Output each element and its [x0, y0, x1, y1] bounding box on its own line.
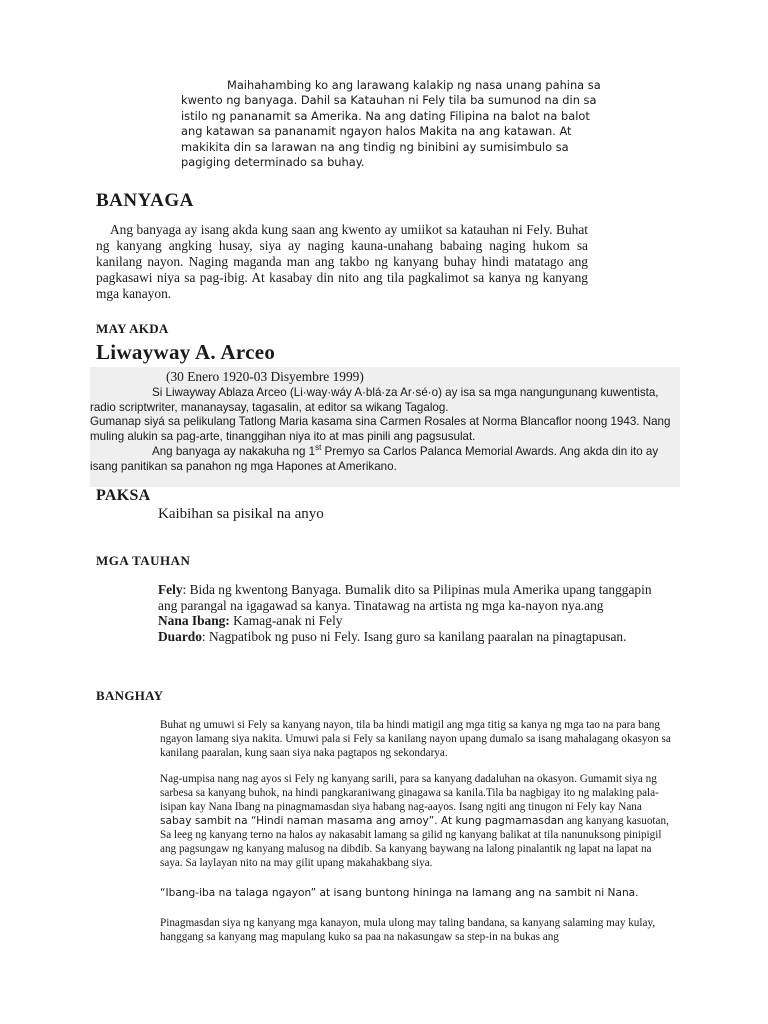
- character-item: [158, 629, 674, 645]
- plot-text: “Ibang-iba na talaga ngayon” at isang buntong hininga na lamang ang na sambit ni Nana.: [160, 887, 639, 899]
- character-separator: :: [201, 628, 209, 644]
- paksa-text: Kaibihan sa pisikal na anyo: [158, 506, 324, 522]
- characters-heading: MGA TAUHAN: [96, 553, 191, 568]
- author-bio-paragraph: Si Liwayway Ablaza Arceo (Li·way·wáy A·blá·za Ar·sé·o) ay isa sa mga nangungunang kuwentista, radio scriptwriter, mananaysay, tagasalin, at editor sa wikang Tagalog.: [90, 386, 659, 414]
- plot-text-part: Nag-umpisa nang nag ayos si Fely ng kanyang sarili, para sa kanyang dadaluhan na okasyon. Gumamit siya ng sarbesa sa kanyang buhok, na hindi pangkaraniwang ginagawa sa kanila.Tila ba nagbigay ito ng malaking pala-isipan kay Nana Ibang na pinagmamasdan siya habang nag-aayos. Isang ngiti ang tinugon ni Fely kay Nana: [160, 773, 659, 813]
- character-name: Nana Ibang:: [158, 613, 230, 629]
- plot-text: Buhat ng umuwi si Fely sa kanyang nayon, tila ba hindi matigil ang mga titig sa kanya ng mga tao na para bang ngayon lamang siya nakita. Umuwi pala si Fely sa kanilang nayon upang dumalo sa isang mahalagang okasyon sa kanilang paaralan, kung saan siya naka pagtapos ng sekondarya.: [160, 719, 671, 759]
- document-title: BANYAGA: [96, 190, 194, 211]
- paksa-heading: PAKSA: [96, 487, 151, 504]
- character-description: Bida ng kwentong Banyaga. Bumalik dito sa Pilipinas mula Amerika upang tanggapin ang parangal na igagawad sa kanya. Tinatawag na artista ng mga ka-nayon nya.ang: [158, 582, 652, 613]
- author-bio-paragraph: [90, 442, 674, 474]
- character-separator: :: [182, 582, 190, 597]
- characters-list: [158, 582, 674, 644]
- plot-quote: sabay sambit na “Hindi naman masama ang amoy”. At kung pagmamasdan: [160, 815, 564, 827]
- author-dates: (30 Enero 1920-03 Disyembre 1999): [166, 369, 364, 384]
- character-name: Fely: [158, 582, 183, 597]
- plot-text: [160, 772, 676, 870]
- plot-paragraph-2: [160, 772, 676, 870]
- character-item: [158, 613, 674, 629]
- author-heading: MAY AKDA: [96, 321, 169, 336]
- author-bio: [90, 386, 674, 474]
- bio-award-superscript: st: [315, 442, 322, 452]
- character-name: Duardo: [158, 628, 202, 644]
- author-name: Liwayway A. Arceo: [96, 340, 276, 364]
- plot-text-part: ang kanyang kasuotan, Sa leeg ng kanyang terno na halos ay nakasabit lamang sa gilid ng kanyang balikat at tila nanunuksong pinipigil ang pagsungaw ng kanyang malusog na dibdib. Sa kanyang baywang na lalong pinalantik ng lapat na lapat na saya. Sa laylayan nito na may gilit upang makahakbang siya.: [160, 815, 669, 869]
- author-bio-paragraph: Gumanap siyá sa pelikulang Tatlong Maria kasama sina Carmen Rosales at Norma Blancaflor noong 1943. Nang muling alukin sa pag-arte, tinanggihan niya ito at mas pinili ang pagsusulat.: [90, 415, 671, 444]
- plot-text: Pinagmasdan siya ng kanyang mga kanayon, mula ulong may taling bandana, sa kanyang salaming may kulay, hanggang sa kanyang mag mapulang kuko sa paa na nakasungaw sa step-in na bukas ang: [160, 917, 656, 943]
- character-description: Nagpatibok ng puso ni Fely. Isang guro sa kanilang paaralan na pinagtapusan.: [208, 628, 627, 644]
- plot-paragraph-1: [160, 718, 676, 760]
- bio-award-text-rest: Premyo sa Carlos Palanca Memorial Awards. Ang akda din ito ay isang panitikan sa panahon ng mga Hapones at Amerikano.: [90, 444, 659, 473]
- character-description: Kamag-anak ni Fely: [233, 613, 343, 629]
- bio-award-text: Ang banyaga ay nakakuha ng 1: [152, 444, 316, 458]
- plot-paragraph-4: [160, 916, 676, 944]
- plot-paragraph-3: [160, 886, 676, 900]
- plot-heading: BANGHAY: [96, 688, 164, 703]
- intro-paragraph: Maihahambing ko ang larawang kalakip ng nasa unang pahina sa kwento ng banyaga. Dahil sa Katauhan ni Fely tila ba sumunod na din sa istilo ng pananamit sa Amerika. Na ang dating Filipina na balot na balot ang katawan sa pananamit ngayon halos Makita na ang katawan. At makikita din sa larawan na ang tindig ng binibini ay sumisimbulo sa pagiging determinado sa buhay.: [181, 78, 601, 170]
- character-item: [158, 582, 674, 613]
- summary-paragraph: Ang banyaga ay isang akda kung saan ang kwento ay umiikot sa katauhan ni Fely. Buhat ng kanyang angking husay, siya ay naging kauna-unahang babaing naging hukom sa kanilang nayon. Naging maganda man ang takbo ng kanyang buhay hindi matatago ang pagkasawi niya sa pag-ibig. At kasabay din nito ang tila pagkalimot sa kanya ng kanyang mga kanayon.: [96, 222, 588, 301]
